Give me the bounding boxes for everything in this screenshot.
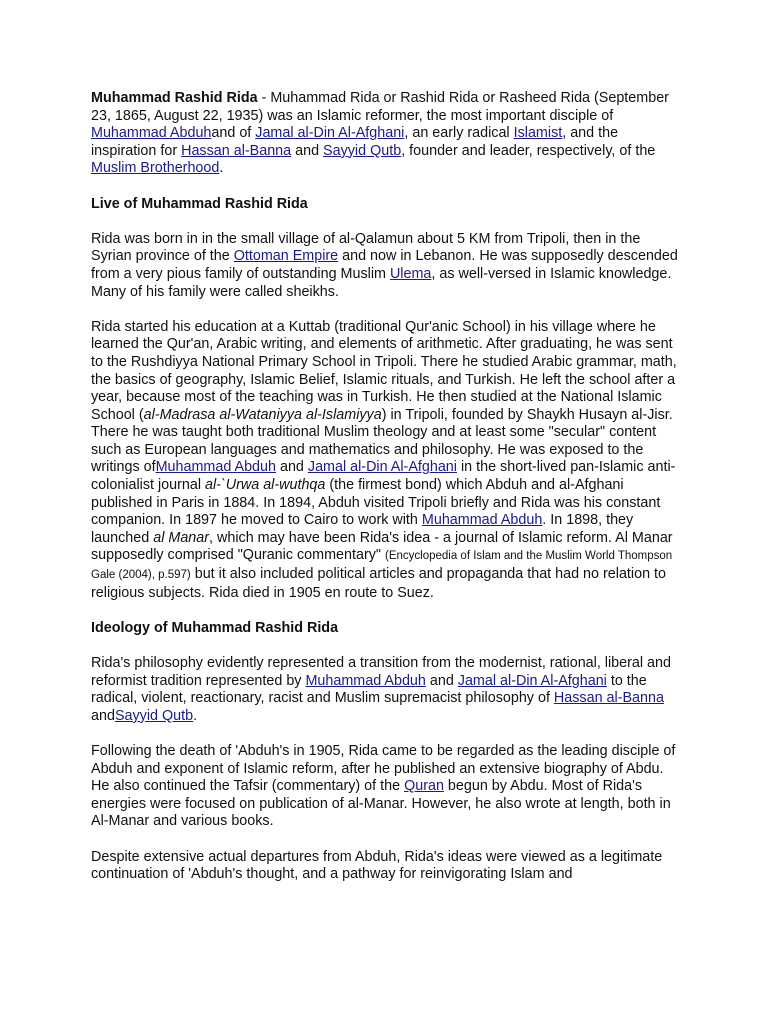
link-muslim-brotherhood[interactable]: Muslim Brotherhood xyxy=(91,160,220,177)
citation: (Encyclopedia of Islam and the Muslim World Thompson Gale (2004), p.597) xyxy=(91,550,673,582)
link-muhammad-abduh[interactable]: Muhammad Abduh xyxy=(421,512,543,529)
link-jamal-al-din-al-afghani[interactable]: Jamal al-Din Al-Afghani xyxy=(255,125,405,142)
intro-paragraph: Muhammad Rashid Rida - Muhammad Rida or Rashid Rida or Rasheed Rida (September 23, 1865, August 22, 1935) was an Islamic reformer, the most important disciple of Muhammad Abduhand of Jamal al-Din Al-Afghani, an early radical Islamist, and the inspiration for Hassan al-Banna and Sayyid Qutb, founder and leader, respectively, of the Muslim Brotherhood. xyxy=(91,90,669,177)
link-ottoman-empire[interactable]: Ottoman Empire xyxy=(233,248,339,265)
succession-paragraph: Following the death of 'Abduh's in 1905, Rida came to be regarded as the leading disciple of Abduh and exponent of Islamic reform, after he published an extensive biography of Abdu. He also continued the Tafsir (commentary) of the Quran begun by Abdu. Most of Rida's energies were focused on publication of al-Manar. However, he also wrote at length, both in Al-Manar and various books. xyxy=(91,742,676,830)
document-body xyxy=(91,90,681,901)
link-muhammad-abduh[interactable]: Muhammad Abduh xyxy=(155,459,276,476)
link-jamal-al-din-al-afghani[interactable]: Jamal al-Din Al-Afghani xyxy=(457,672,607,689)
continuation-paragraph: Despite extensive actual departures from Abduh, Rida's ideas were viewed as a legitimate continuation of 'Abduh's thought, and a pathway for reinvigorating Islam and xyxy=(91,848,663,883)
link-hassan-al-banna[interactable]: Hassan al-Banna xyxy=(181,142,292,159)
link-hassan-al-banna[interactable]: Hassan al-Banna xyxy=(553,690,664,707)
link-islamist[interactable]: Islamist xyxy=(513,125,563,142)
link-sayyid-qutb[interactable]: Sayyid Qutb xyxy=(323,142,402,159)
link-muhammad-abduh[interactable]: Muhammad Abduh xyxy=(91,125,212,142)
education-paragraph: Rida started his education at a Kuttab (traditional Qur'anic School) in his village where he learned the Qur'an, Arabic writing, and elements of arithmetic. After graduating, he was sent to the Rushdiyya National Primary School in Tripoli. There he studied Arabic grammar, math, the basics of geography, Islamic Belief, Islamic rituals, and Turkish. He left the school after a year, because most of the teaching was in Turkish. He then studied at the National Islamic School (al-Madrasa al-Wataniyya al-Islamiyya) in Tripoli, founded by Shaykh Husayn al-Jisr. There he was taught both traditional Muslim theology and at least some "secular" content such as European languages and mathematics and philosophy. He was exposed to the writings ofMuhammad Abduh and Jamal al-Din Al-Afghani in the short-lived pan-Islamic anti-colonialist journal al-`Urwa al-wuthqa (the firmest bond) which Abduh and al-Afghani published in Paris in 1884. In 1894, Abduh visited Tripoli briefly and Rida was his constant companion. In 1897 he moved to Cairo to work with Muhammad Abduh. In 1898, they launched al Manar, which may have been Rida's idea - a journal of Islamic reform. Al Manar supposedly comprised "Quranic commentary" (Encyclopedia of Islam and the Muslim World Thompson Gale (2004), p.597) but it also included political articles and propaganda that had no relation to religious subjects. Rida died in 1905 en route to Suez. xyxy=(91,318,677,601)
birth-paragraph: Rida was born in in the small village of al-Qalamun about 5 KM from Tripoli, then in the Syrian province of the Ottoman Empire and now in Lebanon. He was supposedly descended from a very pious family of outstanding Muslim Ulema, as well-versed in Islamic knowledge. Many of his family were called sheikhs. xyxy=(91,230,678,300)
link-muhammad-abduh[interactable]: Muhammad Abduh xyxy=(305,672,426,689)
link-ulema[interactable]: Ulema xyxy=(389,265,432,282)
philosophy-paragraph: Rida's philosophy evidently represented a transition from the modernist, rational, liberal and reformist tradition represented by Muhammad Abduh and Jamal al-Din Al-Afghani to the radical, violent, reactionary, racist and Muslim supremacist philosophy of Hassan al-Banna andSayyid Qutb. xyxy=(91,655,671,724)
link-quran[interactable]: Quran xyxy=(404,778,444,795)
article-title-name: Muhammad Rashid Rida xyxy=(91,90,258,106)
section-heading-life: Live of Muhammad Rashid Rida xyxy=(91,195,308,212)
link-sayyid-qutb[interactable]: Sayyid Qutb xyxy=(114,707,194,724)
link-jamal-al-din-al-afghani[interactable]: Jamal al-Din Al-Afghani xyxy=(307,459,457,476)
section-heading-ideology: Ideology of Muhammad Rashid Rida xyxy=(91,619,339,636)
